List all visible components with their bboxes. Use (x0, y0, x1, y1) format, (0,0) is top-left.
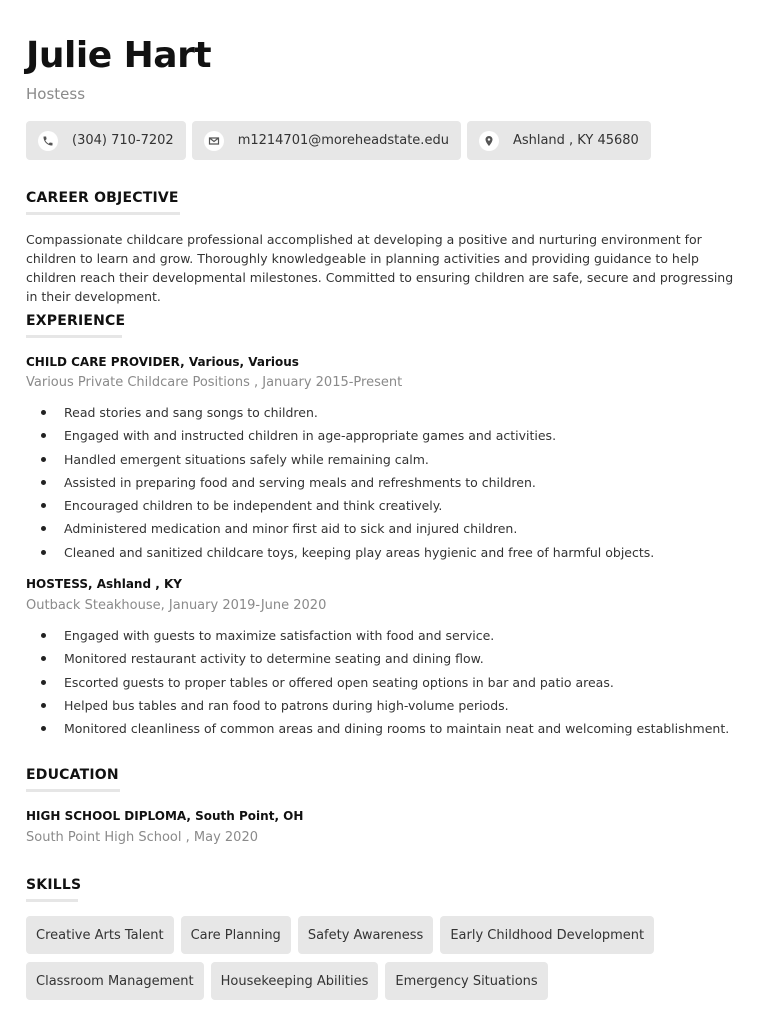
contact-bar (26, 121, 651, 160)
objective-text: Compassionate childcare professional accomplished at developing a positive and nurturing environment for children to learn and grow. Thoroughly knowledgeable in planning activities and providing guidance to help children reach their developmental milestones. Committed to ensuring children are safe, secure and progressing in their development. (26, 232, 734, 304)
section-heading-education: EDUCATION (26, 767, 119, 783)
list-item: Engaged with and instructed children in age-appropriate games and activities. (26, 424, 748, 447)
skill-chip: Creative Arts Talent (26, 916, 174, 954)
section-divider (26, 899, 78, 902)
skill-chip: Care Planning (181, 916, 291, 954)
list-item: Read stories and sang songs to children. (26, 401, 748, 424)
section-divider (26, 335, 122, 338)
job-employer-dates: Outback Steakhouse, January 2019-June 2020 (26, 598, 327, 613)
candidate-title: Hostess (26, 85, 86, 103)
degree-title: HIGH SCHOOL DIPLOMA, South Point, OH (26, 809, 304, 823)
skill-chip: Early Childhood Development (440, 916, 654, 954)
list-item: Monitored cleanliness of common areas and dining rooms to maintain neat and welcoming establishment. (26, 717, 748, 740)
section-heading-objective: CAREER OBJECTIVE (26, 190, 179, 206)
section-heading-experience: EXPERIENCE (26, 313, 126, 329)
list-item: Engaged with guests to maximize satisfaction with food and service. (26, 624, 748, 647)
skill-chip: Safety Awareness (298, 916, 434, 954)
email-text: m1214701@moreheadstate.edu (237, 133, 449, 148)
school-date: South Point High School , May 2020 (26, 830, 258, 845)
location-text: Ashland , KY 45680 (512, 133, 639, 148)
section-divider (26, 789, 120, 792)
job-bullets (26, 624, 748, 740)
contact-location (467, 121, 651, 160)
list-item: Handled emergent situations safely while remaining calm. (26, 448, 748, 471)
job-title: HOSTESS, Ashland , KY (26, 577, 182, 591)
section-divider (26, 212, 180, 215)
phone-text: (304) 710-7202 (72, 133, 174, 148)
email-icon (204, 131, 224, 151)
list-item: Administered medication and minor first aid to sick and injured children. (26, 517, 748, 540)
list-item: Cleaned and sanitized childcare toys, keeping play areas hygienic and free of harmful objects. (26, 541, 748, 564)
contact-phone (26, 121, 186, 160)
skill-chip: Housekeeping Abilities (211, 962, 379, 1000)
contact-email (192, 121, 461, 160)
skill-chip: Emergency Situations (385, 962, 547, 1000)
list-item: Monitored restaurant activity to determine seating and dining flow. (26, 647, 748, 670)
location-pin-icon (479, 131, 499, 151)
candidate-name: Julie Hart (26, 35, 212, 76)
list-item: Assisted in preparing food and serving meals and refreshments to children. (26, 471, 748, 494)
job-employer-dates: Various Private Childcare Positions , January 2015-Present (26, 375, 403, 390)
phone-icon (38, 131, 58, 151)
skills-list (26, 916, 748, 1000)
list-item: Escorted guests to proper tables or offered open seating options in bar and patio areas. (26, 671, 748, 694)
skill-chip: Classroom Management (26, 962, 204, 1000)
list-item: Encouraged children to be independent and think creatively. (26, 494, 748, 517)
section-heading-skills: SKILLS (26, 877, 82, 893)
job-title: CHILD CARE PROVIDER, Various, Various (26, 355, 299, 369)
list-item: Helped bus tables and ran food to patrons during high-volume periods. (26, 694, 748, 717)
job-bullets (26, 401, 748, 564)
